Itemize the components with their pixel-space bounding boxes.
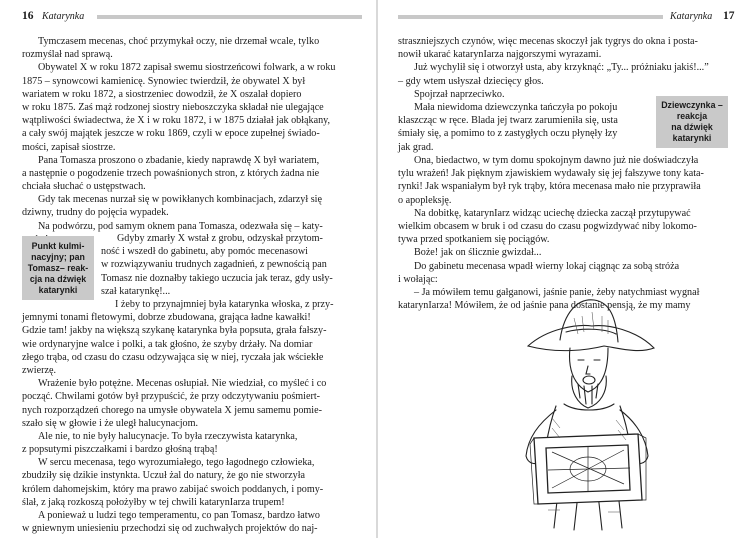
header-rule xyxy=(97,15,362,19)
margin-note-line: na dźwięk xyxy=(671,122,713,132)
left-text-top xyxy=(22,35,344,246)
paragraph-line: nowił ukarać katarynIarza najgorszymi wyrazami. xyxy=(398,49,602,61)
paragraph-line: Ale nie, to nie były halucynacje. To była rzeczywista katarynka, xyxy=(38,430,298,442)
paragraph-line: klaszcząc w ręce. Blada jej twarz zarumieniła się, usta xyxy=(398,115,618,127)
running-title: Katarynka xyxy=(670,11,713,22)
paragraph-line: wątpliwości świadectwa, że X i w roku 1872, i w 1875 działał jak obłąkany, xyxy=(22,115,331,127)
paragraph-line: tywa przed spotkaniem się pociągów. xyxy=(398,234,550,246)
paragraph-line: wielkim obcasem w bruk i od czasu do czasu pogwizdywać niby lokomo- xyxy=(398,220,697,232)
margin-note-line: katarynki xyxy=(672,133,712,143)
paragraph-line: Na dobitkę, katarynIarz widząc uciechę dziecka zaczął przytupywać xyxy=(414,207,691,219)
paragraph-line: W sercu mecenasa, tego wyrozumiałego, tego łagodnego człowieka, xyxy=(38,457,315,469)
paragraph-line: Gdy tak mecenas nurzał się w powikłanych kombinacjach, zdarzył się xyxy=(38,194,322,206)
paragraph-line: Do gabinetu mecenasa wpadł wierny lokaj ciągnąc za sobą stróża xyxy=(414,260,680,272)
paragraph-line: mości, zapisał siostrze. xyxy=(22,141,116,153)
left-page xyxy=(0,0,377,538)
left-text-side xyxy=(101,232,344,298)
paragraph-line: Obywatel X w roku 1872 zapisał swemu siostrzeńcowi folwark, a w roku xyxy=(38,62,336,74)
margin-note-line: cja na dźwięk xyxy=(29,273,87,284)
margin-note xyxy=(656,96,728,148)
paragraph-line: w rozwiązywaniu trudnych zagadnień, z pewnością pan xyxy=(101,259,327,271)
margin-note-line: Punkt kulmi- xyxy=(31,240,85,251)
margin-note xyxy=(22,236,94,300)
paragraph-line: Już wychylił się i otworzył usta, aby krzyknąć: „Ty... próżniaku jakiś!...” xyxy=(414,62,709,74)
paragraph-line: w roku 1875. Zaś mąż rodzonej siostry nieboszczyka składał nie ulegające xyxy=(22,101,324,113)
paragraph-line: zwierzę. xyxy=(22,364,57,376)
paragraph-line: – gdy wtem usłyszał dziecięcy głos. xyxy=(398,75,544,87)
margin-note-line: Dziewczynka – xyxy=(661,100,723,110)
paragraph-line: szał katarynkę!... xyxy=(101,285,171,297)
margin-note-line: nacyjny; pan xyxy=(31,251,85,262)
page-number: 16 xyxy=(22,10,34,22)
header-rule xyxy=(398,15,663,19)
paragraph-line: o apopleksję. xyxy=(398,194,452,206)
paragraph-line: rozmyślał nad sprawą. xyxy=(22,49,113,61)
paragraph-line: katarynIarza! Mówiłem, że od jaśnie pana dostanie pensją, że my mamy xyxy=(398,300,691,312)
organ-grinder-illustration xyxy=(508,288,660,532)
right-text-top xyxy=(398,35,725,101)
paragraph-line: ślał, z jaką rozkoszą położyłby w tej chwili katarynIarza trupem! xyxy=(22,496,285,508)
paragraph-line: złego trąba, od czasu do czasu odzywająca się w niej, ryczała jak wściekłe xyxy=(22,351,324,363)
running-title: Katarynka xyxy=(42,11,85,22)
paragraph-line: szało się w głowie i że uległ halucynacjom. xyxy=(22,417,199,429)
paragraph-line: Na podwórzu, pod samym oknem pana Tomasza, odezwała się – katy- xyxy=(38,220,323,232)
paragraph-line: jak grad. xyxy=(398,141,434,153)
paragraph-line: – Ja mówiłem temu gałganowi, jaśnie panie, żeby natychmiast wygnał xyxy=(414,286,700,298)
paragraph-line: dziwny, trudny do pojęcia wypadek. xyxy=(22,207,169,219)
paragraph-line: Wrażenie było potężne. Mecenas osłupiał. Nie wiedział, co myśleć i co xyxy=(38,378,327,390)
paragraph-line: z popsutymi piszczałkami i bardzo głośną trąbą! xyxy=(22,444,218,456)
paragraph-line: Gdyby zmarły X wstał z grobu, odzyskał przytom- xyxy=(117,233,323,244)
paragraph-line: Tomasz nie doznałby takiego uczucia jak teraz, gdy usły- xyxy=(101,272,333,284)
paragraph-line: a następnie o pogodzenie trzech powaśnionych stron, z których żadna nie xyxy=(22,167,320,179)
paragraph-line: Mała niewidoma dziewczynka tańczyła po pokoju xyxy=(414,102,618,113)
paragraph-line: Spojrzał naprzeciwko. xyxy=(414,88,505,100)
paragraph-line: zbudziły się dzikie instynkta. Uczuł żal do natury, że go nie stworzyła xyxy=(22,470,306,482)
margin-note-line: reakcja xyxy=(676,111,708,121)
paragraph-line: Tymczasem mecenas, choć przymykał oczy, nie drzemał wcale, tylko xyxy=(38,36,320,47)
margin-note-line: Tomasz– reak- xyxy=(27,262,89,273)
paragraph-line: w gniewnym uniesieniu przechodzi się od zuchwałych projektów do naj- xyxy=(22,523,318,535)
paragraph-line: a cały swój majątek jeszcze w roku 1869, czyli w epoce zupełnej świado- xyxy=(22,128,320,140)
paragraph-line: królem dahomejskim, który ma prawo zabijać swoich poddanych, i pomy- xyxy=(22,483,324,495)
left-text-bottom xyxy=(22,298,344,535)
paragraph-line: wariatem w roku 1872, a siostrzeniec dowodził, że X oszalał dopiero xyxy=(22,88,302,100)
paragraph-line: tylu wrażeń! Jak pięknym zjawiskiem wydawały się jej fałszywe tony kata- xyxy=(398,168,704,180)
paragraph-line: Boże! jak on ślicznie gwizdał... xyxy=(414,247,542,259)
paragraph-line: rynki! Jak wspaniałym był ryk trąby, która mecenasa mało nie przyprawiła xyxy=(398,181,701,193)
page-number: 17 xyxy=(723,10,735,22)
paragraph-line: ność i wszedł do gabinetu, aby pomóc mecenasowi xyxy=(101,246,308,258)
right-page-header xyxy=(398,10,738,24)
paragraph-line: Gdzie tam! jakby na większą szykanę katarynka była popsuta, grała fałszy- xyxy=(22,325,327,337)
paragraph-line: Ona, biedactwo, w tym domu spokojnym dawno już nie doświadczyła xyxy=(414,155,699,166)
left-page-header xyxy=(22,10,362,24)
paragraph-line: I żeby to przynajmniej była katarynka włoska, z przy- xyxy=(115,299,334,310)
paragraph-line: począć. Chwilami gotów był przypuścić, że przy odczytywaniu pośmiert- xyxy=(22,391,321,403)
paragraph-line: śmiały się, a pomimo to z zastygłych oczu płynęły łzy xyxy=(398,128,618,140)
paragraph-line: i wołając: xyxy=(398,273,438,285)
paragraph-line: nych rozporządzeń chorego na umysłe obywatela X jemu samemu pomie- xyxy=(22,404,322,416)
paragraph-line: straszniejszych czynów, więc mecenas skoczył jak tygrys do okna i posta- xyxy=(398,36,698,47)
right-text-side xyxy=(398,101,646,154)
paragraph-line: Pana Tomasza proszono o zbadanie, kiedy naprawdę X był wariatem, xyxy=(38,154,320,166)
paragraph-line: wie ordynaryjne walce i polki, a tak głośno, że szyby drżały. Na domiar xyxy=(22,338,313,350)
paragraph-line: chciała słuchać o ustępstwach. xyxy=(22,181,146,193)
paragraph-line: A ponieważ u ludzi tego temperamentu, co pan Tomasz, bardzo łatwo xyxy=(38,510,320,521)
paragraph-line: 1875 – synowcowi kamienicę. Synowiec twierdził, że obywatel X był xyxy=(22,75,306,87)
margin-note-line: katarynki xyxy=(38,284,78,295)
paragraph-line: jemnymi tonami fletowymi, dobrze zbudowana, grająca ładne kawałki! xyxy=(22,312,311,324)
